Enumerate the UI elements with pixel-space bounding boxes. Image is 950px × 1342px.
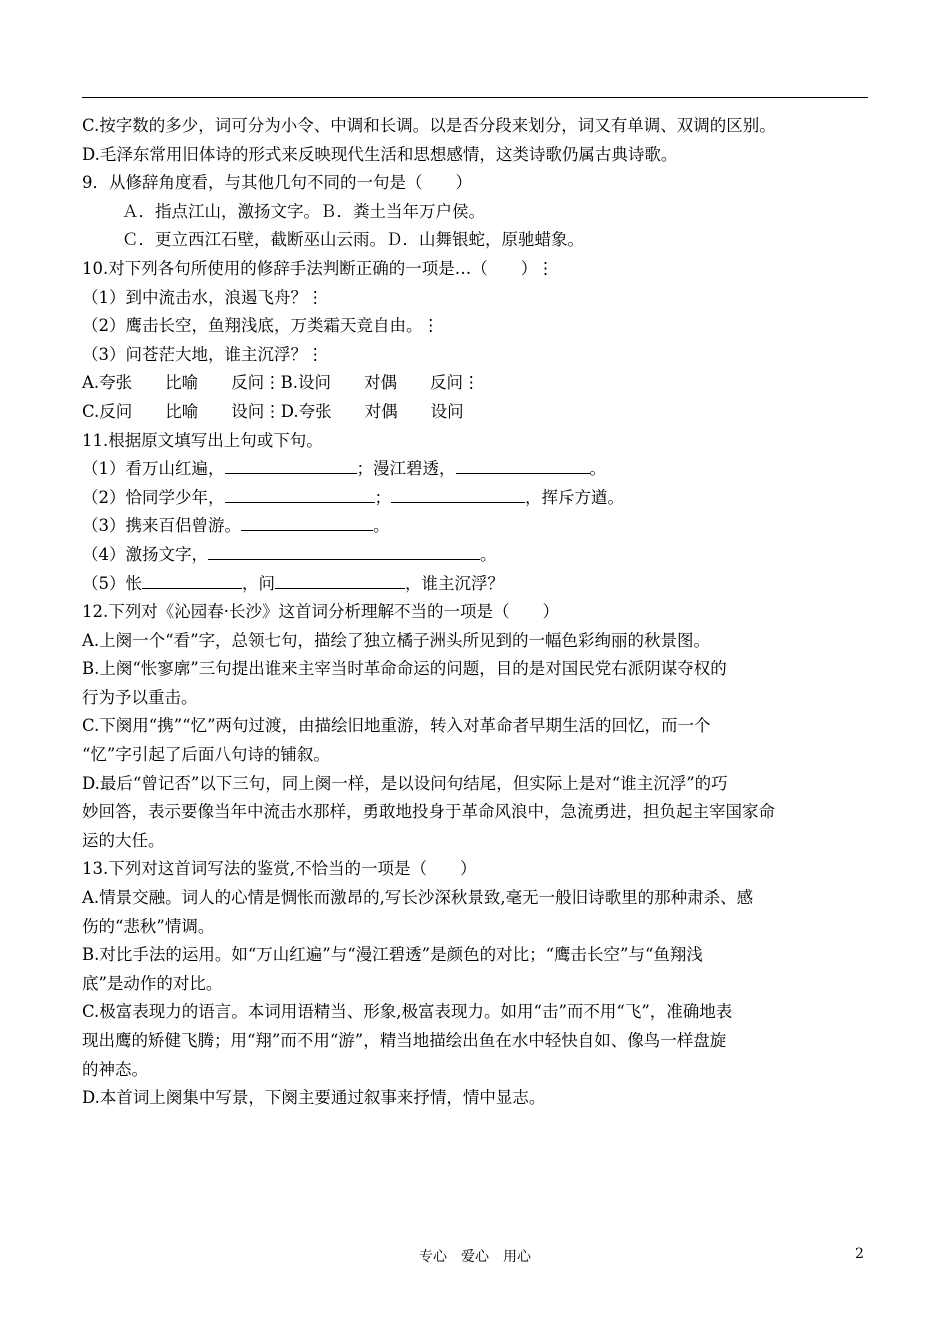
option-line: A.情景交融。词人的心情是惆怅而激昂的,写长沙深秋景致,毫无一般旧诗歌里的那种肃杀、感 [82, 888, 754, 908]
option-line: Ｃ．更立西江石壁，截断巫山云雨。Ｄ．山舞银蛇，原驰蜡象。 [122, 230, 584, 250]
fill-text: （1）看万山红遍， [82, 459, 225, 479]
fill-line-3 [82, 512, 872, 541]
option-line: D.本首词上阕集中写景，下阕主要通过叙事来抒情，情中显志。 [82, 1088, 546, 1108]
question-10: 10.对下列各句所使用的修辞手法判断正确的一项是…（ ）⋮ [82, 258, 554, 278]
option-line: 运的大任。 [82, 830, 165, 850]
option-line: 妙回答，表示要像当年中流击水那样，勇敢地投身于革命风浪中，急流勇进，担负起主宰国家命 [82, 802, 775, 822]
fill-text: （5）怅 [82, 573, 142, 593]
option-line: A.上阕一个“看”字，总领七句，描绘了独立橘子洲头所见到的一幅色彩绚丽的秋景图。 [82, 630, 711, 650]
sentence-line: （2）鹰击长空，鱼翔浅底，万类霜天竞自由。⋮ [82, 316, 439, 336]
fill-line-4 [82, 541, 872, 570]
question-9: 9．从修辞角度看，与其他几句不同的一句是（ ） [82, 173, 472, 193]
option-line: 伤的“悲秋”情调。 [82, 916, 215, 936]
fill-line-1 [82, 455, 872, 484]
fill-text: ；漫江碧透， [356, 459, 456, 479]
option-line: 的神态。 [82, 1059, 148, 1079]
fill-text: ，挥斥方遒。 [525, 487, 624, 507]
fill-text: （4）激扬文字， [82, 544, 208, 564]
header-rule [82, 97, 868, 98]
option-line: C.反问 比喻 设问⋮D.夸张 对偶 设问 [82, 401, 464, 421]
option-line: B.上阕“怅寥廓”三句提出谁来主宰当时革命命运的问题，目的是对国民党右派阴谋夺权的 [82, 659, 727, 679]
option-line: 行为予以重击。 [82, 687, 198, 707]
fill-text: ，谁主沉浮？ [405, 573, 504, 593]
answer-blank[interactable] [275, 570, 405, 589]
answer-blank[interactable] [456, 455, 590, 474]
document-body [82, 112, 872, 1113]
question-12: 12.下列对《沁园春·长沙》这首词分析理解不当的一项是（ ） [82, 602, 559, 622]
page-number: 2 [855, 1246, 864, 1262]
fill-line-2 [82, 484, 872, 513]
page-footer: 专心 爱心 用心 [419, 1249, 531, 1265]
answer-blank[interactable] [208, 541, 480, 560]
answer-blank[interactable] [391, 484, 525, 503]
option-line: 底”是动作的对比。 [82, 973, 223, 993]
fill-text: （3）携来百侣曾游。 [82, 516, 241, 536]
fill-text: 。 [589, 459, 606, 479]
fill-text: （2）恰同学少年， [82, 487, 225, 507]
fill-text: ，问 [242, 573, 275, 593]
answer-blank[interactable] [241, 512, 373, 531]
option-line: Ａ．指点江山，激扬文字。Ｂ．粪土当年万户侯。 [122, 201, 485, 221]
option-line: B.对比手法的运用。如“万山红遍”与“漫江碧透”是颜色的对比；“鹰击长空”与“鱼翔浅 [82, 945, 703, 965]
fill-text: ； [374, 487, 391, 507]
answer-blank[interactable] [225, 484, 375, 503]
question-11: 11.根据原文填写出上句或下句。 [82, 430, 323, 450]
option-line: D.最后“曾记否”以下三句，同上阕一样，是以设问句结尾，但实际上是对“谁主沉浮”的巧 [82, 773, 728, 793]
fill-line-5 [82, 570, 872, 599]
fill-text: 。 [480, 544, 497, 564]
answer-blank[interactable] [225, 455, 357, 474]
question-13: 13.下列对这首词写法的鉴赏,不恰当的一项是（ ） [82, 859, 477, 879]
sentence-line: （3）问苍茫大地，谁主沉浮？⋮ [82, 344, 324, 364]
fill-text: 。 [373, 516, 390, 536]
option-line: “忆”字引起了后面八句诗的铺叙。 [82, 745, 330, 765]
option-line: 现出鹰的矫健飞腾；用“翔”而不用“游”，精当地描绘出鱼在水中轻快自如、像鸟一样盘旋 [82, 1031, 727, 1050]
option-line: A.夸张 比喻 反问⋮B.设问 对偶 反问⋮ [82, 373, 480, 393]
text-line: D.毛泽东常用旧体诗的形式来反映现代生活和思想感情，这类诗歌仍属古典诗歌。 [82, 144, 678, 164]
option-line: C.下阕用“携”“忆”两句过渡，由描绘旧地重游，转入对革命者早期生活的回忆，而一个 [82, 716, 711, 736]
option-line: C.极富表现力的语言。本词用语精当、形象,极富表现力。如用“击”而不用“飞”，准确地表 [82, 1002, 733, 1022]
text-line: C.按字数的多少，词可分为小令、中调和长调。以是否分段来划分，词又有单调、双调的区别。 [82, 116, 776, 135]
sentence-line: （1）到中流击水，浪遏飞舟？⋮ [82, 287, 324, 307]
answer-blank[interactable] [142, 570, 242, 589]
